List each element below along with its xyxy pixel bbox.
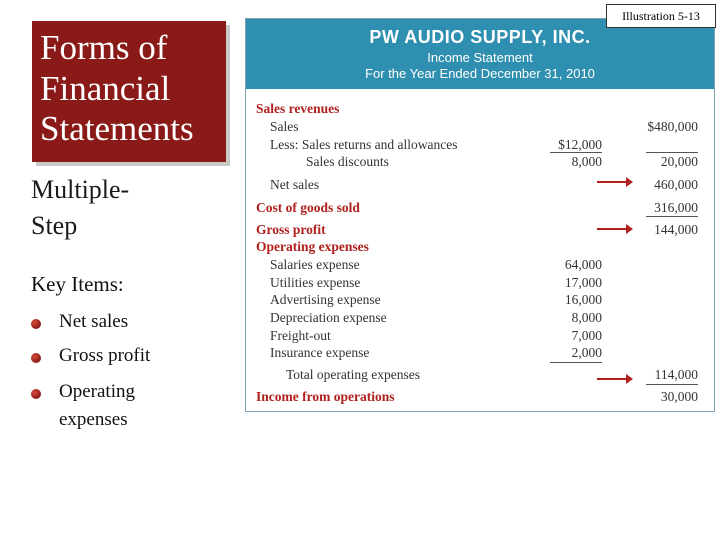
row-value-cogs: 316,000	[654, 200, 698, 215]
bullet-icon	[31, 319, 41, 329]
section-operating-expenses: Operating expenses	[256, 239, 369, 254]
key-item-operating-expenses: Operating	[59, 381, 135, 402]
row-value-freight-out: 7,000	[571, 328, 602, 343]
subtitle-line-1: Multiple-	[31, 175, 130, 204]
divider	[646, 152, 698, 153]
section-sales-revenues: Sales revenues	[256, 101, 340, 116]
row-label-cogs: Cost of goods sold	[256, 200, 360, 215]
statement-name: Income Statement	[427, 50, 533, 65]
key-item-gross-profit: Gross profit	[59, 345, 151, 366]
arrow-net-sales-icon	[597, 181, 627, 183]
row-label-total-operating-expenses: Total operating expenses	[286, 367, 421, 382]
slide-title-line-3: Statements	[40, 109, 194, 148]
row-label-freight-out: Freight-out	[270, 328, 331, 343]
row-label-income-from-operations: Income from operations	[256, 389, 395, 404]
illustration-label: Illustration 5-13	[606, 4, 716, 28]
row-value-total-deductions: 20,000	[660, 154, 698, 169]
row-value-salaries: 64,000	[564, 257, 602, 272]
bullet-icon	[31, 353, 41, 363]
row-label-salaries: Salaries expense	[270, 257, 360, 272]
row-value-utilities: 17,000	[564, 275, 602, 290]
row-value-sales: $480,000	[647, 119, 698, 134]
row-value-total-operating-expenses: 114,000	[654, 367, 698, 382]
income-statement	[245, 18, 715, 412]
subtitle-line-2: Step	[31, 211, 78, 240]
divider	[550, 152, 602, 153]
row-label-net-sales: Net sales	[270, 177, 320, 192]
divider	[646, 216, 698, 217]
slide-title-line-1: Forms of	[40, 28, 168, 67]
row-label-sales: Sales	[270, 119, 299, 134]
row-value-depreciation: 8,000	[571, 310, 602, 325]
divider	[550, 362, 602, 363]
row-value-income-from-operations: 30,000	[660, 389, 698, 404]
row-value-insurance: 2,000	[571, 345, 602, 360]
key-item-net-sales: Net sales	[59, 311, 129, 332]
row-label-insurance: Insurance expense	[270, 345, 370, 360]
arrow-gross-profit-icon	[597, 228, 627, 230]
slide-title-box	[32, 21, 226, 162]
row-label-sales-returns: Less: Sales returns and allowances	[270, 137, 458, 152]
row-label-advertising: Advertising expense	[270, 292, 381, 307]
statement-period: For the Year Ended December 31, 2010	[365, 66, 595, 81]
key-items-heading: Key Items:	[31, 272, 124, 296]
row-label-utilities: Utilities expense	[270, 275, 361, 290]
arrow-operating-expenses-icon	[597, 378, 627, 380]
row-label-depreciation: Depreciation expense	[270, 310, 387, 325]
row-value-net-sales: 460,000	[654, 177, 698, 192]
bullet-icon	[31, 389, 41, 399]
row-label-gross-profit: Gross profit	[256, 222, 326, 237]
row-value-sales-returns: $12,000	[558, 137, 602, 152]
company-name: PW AUDIO SUPPLY, INC.	[369, 27, 591, 47]
slide-title-line-2: Financial	[40, 69, 171, 108]
divider	[646, 384, 698, 385]
row-value-advertising: 16,000	[564, 292, 602, 307]
key-item-operating-expenses-line-2: expenses	[59, 409, 128, 430]
row-value-sales-discounts: 8,000	[571, 154, 602, 169]
row-value-gross-profit: 144,000	[654, 222, 698, 237]
row-label-sales-discounts: Sales discounts	[306, 154, 389, 169]
statement-header	[246, 19, 714, 89]
